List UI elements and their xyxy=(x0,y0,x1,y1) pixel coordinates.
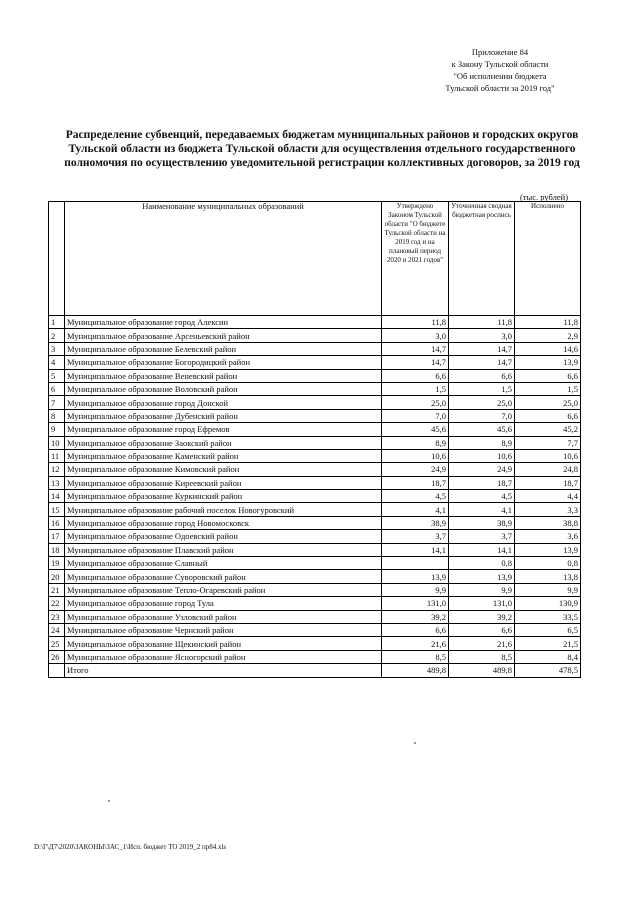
row-approved: 4,1 xyxy=(382,503,449,516)
row-name: Муниципальное образование Одоевский район xyxy=(65,530,382,543)
row-index: 5 xyxy=(49,369,65,382)
row-index: 24 xyxy=(49,623,65,636)
row-refined: 21,6 xyxy=(449,637,515,650)
row-index: 4 xyxy=(49,356,65,369)
table-row xyxy=(49,342,581,355)
row-name: Итого xyxy=(65,664,382,677)
table-row xyxy=(49,329,581,342)
table-row xyxy=(49,623,581,636)
row-index xyxy=(49,664,65,677)
row-executed: 25,0 xyxy=(515,396,581,409)
row-executed: 6,6 xyxy=(515,369,581,382)
table-row xyxy=(49,610,581,623)
row-refined: 14,7 xyxy=(449,356,515,369)
row-approved: 25,0 xyxy=(382,396,449,409)
row-index: 7 xyxy=(49,396,65,409)
table-row xyxy=(49,490,581,503)
table-row xyxy=(49,436,581,449)
distribution-table xyxy=(48,201,581,678)
row-name: Муниципальное образование Славный xyxy=(65,557,382,570)
row-name: Муниципальное образование Щекинский район xyxy=(65,637,382,650)
row-name: Муниципальное образование Арсеньевский район xyxy=(65,329,382,342)
row-approved: 38,9 xyxy=(382,516,449,529)
row-approved: 8,5 xyxy=(382,650,449,663)
row-index: 14 xyxy=(49,490,65,503)
table-row xyxy=(49,583,581,596)
header-name: Наименование муниципальных образований xyxy=(65,202,382,316)
file-path-footer: D:\Г\Д7\2020\ЗАКОНЫ\ЗАС_1\Исп. бюджет ТО 2019_2 пр84.xls xyxy=(34,843,227,851)
units-label: (тыс. рублей) xyxy=(520,192,569,202)
table-row xyxy=(49,316,581,329)
scan-speck xyxy=(414,742,416,744)
row-approved: 489,8 xyxy=(382,664,449,677)
row-index: 3 xyxy=(49,342,65,355)
row-approved: 14,7 xyxy=(382,342,449,355)
row-index: 9 xyxy=(49,423,65,436)
row-refined: 18,7 xyxy=(449,476,515,489)
table-row xyxy=(49,382,581,395)
row-name: Муниципальное образование город Тула xyxy=(65,597,382,610)
row-name: Муниципальное образование город Донской xyxy=(65,396,382,409)
row-name: Муниципальное образование Дубенский район xyxy=(65,409,382,422)
table-total-row xyxy=(49,664,581,677)
row-index: 8 xyxy=(49,409,65,422)
row-refined: 10,6 xyxy=(449,449,515,462)
row-approved: 11,8 xyxy=(382,316,449,329)
row-refined: 0,8 xyxy=(449,557,515,570)
row-name: Муниципальное образование Чернский район xyxy=(65,623,382,636)
row-executed: 14,6 xyxy=(515,342,581,355)
row-refined: 9,9 xyxy=(449,583,515,596)
row-refined: 14,1 xyxy=(449,543,515,556)
row-executed: 38,8 xyxy=(515,516,581,529)
row-refined: 131,0 xyxy=(449,597,515,610)
row-index: 15 xyxy=(49,503,65,516)
row-index: 16 xyxy=(49,516,65,529)
table-row xyxy=(49,543,581,556)
row-name: Муниципальное образование Узловский район xyxy=(65,610,382,623)
row-executed: 13,8 xyxy=(515,570,581,583)
row-approved xyxy=(382,557,449,570)
row-refined: 13,9 xyxy=(449,570,515,583)
row-executed: 8,4 xyxy=(515,650,581,663)
table-row xyxy=(49,637,581,650)
row-index: 20 xyxy=(49,570,65,583)
row-name: Муниципальное образование город Алексин xyxy=(65,316,382,329)
header-index xyxy=(49,202,65,316)
row-executed: 13,9 xyxy=(515,356,581,369)
row-index: 17 xyxy=(49,530,65,543)
row-approved: 45,6 xyxy=(382,423,449,436)
row-name: Муниципальное образование Заокский район xyxy=(65,436,382,449)
header-executed: Исполнено xyxy=(515,202,581,316)
row-executed: 11,8 xyxy=(515,316,581,329)
row-approved: 8,9 xyxy=(382,436,449,449)
row-executed: 9,9 xyxy=(515,583,581,596)
row-refined: 39,2 xyxy=(449,610,515,623)
row-approved: 10,6 xyxy=(382,449,449,462)
row-executed: 478,5 xyxy=(515,664,581,677)
appendix-line: "Об исполнении бюджета xyxy=(453,71,547,81)
row-index: 22 xyxy=(49,597,65,610)
row-index: 21 xyxy=(49,583,65,596)
row-approved: 39,2 xyxy=(382,610,449,623)
row-executed: 13,9 xyxy=(515,543,581,556)
header-approved: Утверждено Законом Тульской области "О бюджете Тульской области на 2019 год и на плановый период 2020 и 2021 годов" xyxy=(382,202,449,316)
row-executed: 3,6 xyxy=(515,530,581,543)
row-name: Муниципальное образование город Новомосковск xyxy=(65,516,382,529)
row-approved: 18,7 xyxy=(382,476,449,489)
row-approved: 1,5 xyxy=(382,382,449,395)
row-approved: 131,0 xyxy=(382,597,449,610)
row-executed: 4,4 xyxy=(515,490,581,503)
table-row xyxy=(49,650,581,663)
table-row xyxy=(49,463,581,476)
row-name: Муниципальное образование Киреевский район xyxy=(65,476,382,489)
row-name: Муниципальное образование Тепло-Огаревский район xyxy=(65,583,382,596)
table-row xyxy=(49,423,581,436)
row-approved: 21,6 xyxy=(382,637,449,650)
row-name: Муниципальное образование Ясногорский район xyxy=(65,650,382,663)
row-name: Муниципальное образование Веневский район xyxy=(65,369,382,382)
row-approved: 9,9 xyxy=(382,583,449,596)
appendix-line: Тульской области за 2019 год" xyxy=(445,83,555,93)
row-refined: 1,5 xyxy=(449,382,515,395)
row-refined: 8,9 xyxy=(449,436,515,449)
row-refined: 14,7 xyxy=(449,342,515,355)
row-executed: 7,7 xyxy=(515,436,581,449)
row-refined: 4,5 xyxy=(449,490,515,503)
table-row xyxy=(49,476,581,489)
row-name: Муниципальное образование рабочий поселок Новогуровский xyxy=(65,503,382,516)
row-approved: 3,7 xyxy=(382,530,449,543)
row-approved: 4,5 xyxy=(382,490,449,503)
document-title: Распределение субвенций, передаваемых бюджетам муниципальных районов и городских округов Тульской области из бюджета Тульской области для осуществления отдельного государственного полномочия по осуществлению уведомительной регистрации коллективных договоров, за 2019 год xyxy=(64,129,580,169)
row-index: 19 xyxy=(49,557,65,570)
row-name: Муниципальное образование Суворовский район xyxy=(65,570,382,583)
table-row xyxy=(49,503,581,516)
row-executed: 33,5 xyxy=(515,610,581,623)
scan-speck xyxy=(108,800,110,802)
row-approved: 3,0 xyxy=(382,329,449,342)
table-body xyxy=(49,316,581,678)
row-refined: 6,6 xyxy=(449,369,515,382)
row-index: 25 xyxy=(49,637,65,650)
table-header-row xyxy=(49,202,581,316)
row-refined: 38,9 xyxy=(449,516,515,529)
row-approved: 6,6 xyxy=(382,623,449,636)
row-name: Муниципальное образование Плавский район xyxy=(65,543,382,556)
row-approved: 14,1 xyxy=(382,543,449,556)
row-approved: 6,6 xyxy=(382,369,449,382)
table-row xyxy=(49,570,581,583)
appendix-line: к Закону Тульской области xyxy=(451,59,549,69)
table-row xyxy=(49,516,581,529)
row-index: 6 xyxy=(49,382,65,395)
table-row xyxy=(49,530,581,543)
appendix-note xyxy=(400,46,600,94)
row-executed: 21,5 xyxy=(515,637,581,650)
row-index: 26 xyxy=(49,650,65,663)
row-executed: 2,9 xyxy=(515,329,581,342)
row-refined: 45,6 xyxy=(449,423,515,436)
row-approved: 14,7 xyxy=(382,356,449,369)
row-executed: 3,3 xyxy=(515,503,581,516)
row-approved: 7,0 xyxy=(382,409,449,422)
row-name: Муниципальное образование Богородицкий район xyxy=(65,356,382,369)
row-refined: 8,5 xyxy=(449,650,515,663)
row-executed: 0,8 xyxy=(515,557,581,570)
row-refined: 4,1 xyxy=(449,503,515,516)
appendix-line: Приложение 84 xyxy=(471,47,529,57)
table-row xyxy=(49,449,581,462)
row-index: 10 xyxy=(49,436,65,449)
row-executed: 18,7 xyxy=(515,476,581,489)
row-name: Муниципальное образование Куркинский район xyxy=(65,490,382,503)
row-name: Муниципальное образование Кимовский район xyxy=(65,463,382,476)
header-refined: Уточненная сводная бюджетная роспись xyxy=(449,202,515,316)
row-name: Муниципальное образование Каменский район xyxy=(65,449,382,462)
row-executed: 6,5 xyxy=(515,623,581,636)
row-executed: 1,5 xyxy=(515,382,581,395)
row-index: 23 xyxy=(49,610,65,623)
table-row xyxy=(49,356,581,369)
row-refined: 7,0 xyxy=(449,409,515,422)
row-refined: 24,9 xyxy=(449,463,515,476)
row-approved: 24,9 xyxy=(382,463,449,476)
row-executed: 45,2 xyxy=(515,423,581,436)
table-row xyxy=(49,597,581,610)
table-row xyxy=(49,369,581,382)
row-name: Муниципальное образование Белевский район xyxy=(65,342,382,355)
row-executed: 10,6 xyxy=(515,449,581,462)
table-row xyxy=(49,557,581,570)
row-name: Муниципальное образование Воловский район xyxy=(65,382,382,395)
table-row xyxy=(49,396,581,409)
row-index: 1 xyxy=(49,316,65,329)
row-refined: 11,8 xyxy=(449,316,515,329)
row-executed: 130,9 xyxy=(515,597,581,610)
row-refined: 489,8 xyxy=(449,664,515,677)
row-index: 13 xyxy=(49,476,65,489)
row-refined: 6,6 xyxy=(449,623,515,636)
row-executed: 24,8 xyxy=(515,463,581,476)
row-refined: 3,7 xyxy=(449,530,515,543)
row-index: 18 xyxy=(49,543,65,556)
row-index: 11 xyxy=(49,449,65,462)
row-name: Муниципальное образование город Ефремов xyxy=(65,423,382,436)
row-index: 2 xyxy=(49,329,65,342)
row-refined: 3,0 xyxy=(449,329,515,342)
row-refined: 25,0 xyxy=(449,396,515,409)
row-approved: 13,9 xyxy=(382,570,449,583)
table-row xyxy=(49,409,581,422)
row-executed: 6,6 xyxy=(515,409,581,422)
row-index: 12 xyxy=(49,463,65,476)
